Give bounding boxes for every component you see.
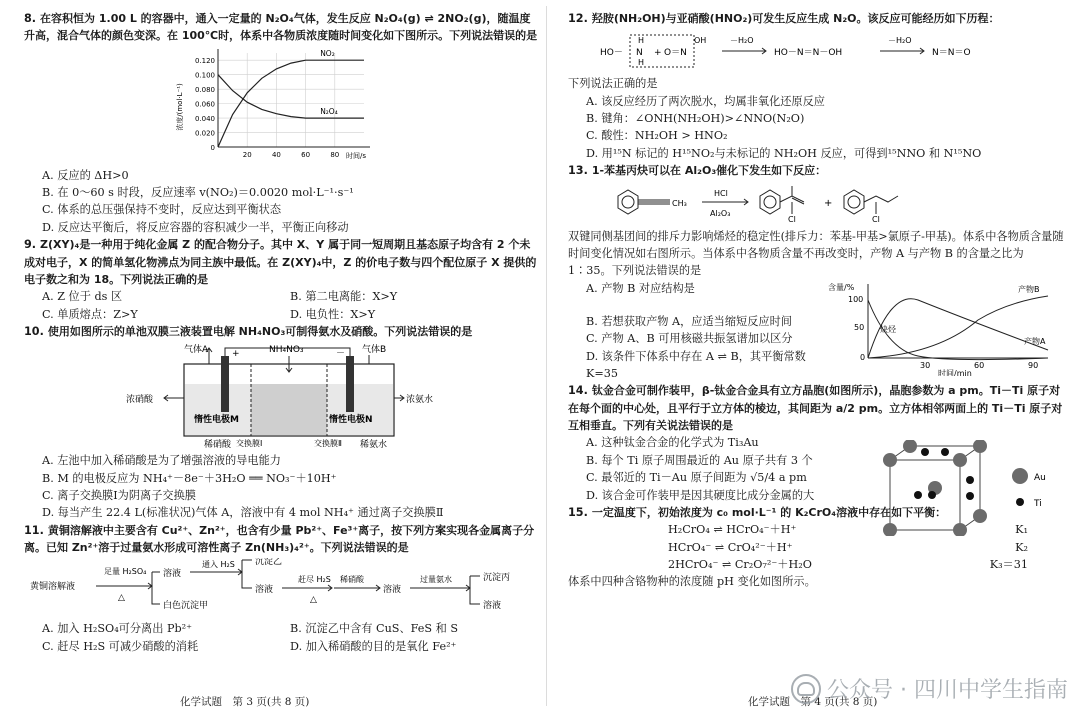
option-c: C. 离子交换膜Ⅰ为阴离子交换膜 [42, 489, 196, 503]
q13-reaction-scheme [608, 182, 1028, 226]
x-axis-label: 时间/s [346, 151, 367, 160]
product-b-ring-icon [844, 190, 864, 214]
aromatic-circle-icon [622, 196, 634, 208]
question-stem: 羟胺(NH₂OH)与亚硝酸(HNO₂)可发生反应生成 N₂O。该反应可能经历如下历程： [591, 12, 1000, 25]
y-tick-label: 0.120 [194, 56, 215, 65]
option-a: A. 产物 B 对应结构是 [586, 281, 695, 295]
question-number: 11. [24, 523, 44, 537]
left-outlet-arrow [164, 395, 184, 401]
option-b: B. 若想获取产物 A，应适当缩短反应时间 [586, 314, 792, 328]
label-a: 产物A [1024, 336, 1046, 346]
flow-arrow-5 [410, 585, 470, 591]
left-inlet-label: 稀硝酸 [204, 440, 232, 451]
flow-nh3: 过量氨水 [420, 575, 452, 585]
mech-ho: HO－ [600, 48, 623, 59]
electrode-n-label: 惰性电极N [329, 415, 373, 426]
series-label: N₂O₄ [320, 106, 338, 116]
gas-b-label: 气体B [362, 345, 387, 356]
mech-plus: + [654, 48, 662, 59]
mech-h2: H [638, 58, 645, 68]
x-axis-label: 时间/min [938, 368, 972, 376]
question-10 [24, 323, 538, 522]
q8-concentration-chart [174, 47, 374, 165]
flow-sol-1: 溶液 [163, 569, 182, 580]
ti-atom [966, 476, 974, 484]
option-a: A. 左池中加入稀硝酸是为了增强溶液的导电能力 [42, 454, 281, 468]
y-axis-label: 浓度/(mol·L⁻¹) [176, 82, 184, 131]
ti-atom [921, 448, 929, 456]
page-footer-right: 化学试题 第 4 页(共 8 页) [748, 695, 878, 708]
option-d: D. 用¹⁵N 标记的 H¹⁵NO₂与未标记的 NH₂OH 反应，可得到¹⁵NNO 和 N¹⁵NO [586, 146, 982, 160]
question-number: 10. [24, 324, 44, 338]
option-c: C. 单质熔点：Z>Y [42, 307, 138, 321]
product-a-ring-icon [760, 190, 780, 214]
electrode-m [221, 356, 229, 412]
flow-start: 黄铜溶解液 [30, 582, 76, 593]
benzene-ring-icon [618, 190, 638, 214]
y-tick-100: 100 [848, 294, 864, 304]
flow-h2s: 通入 H₂S [202, 560, 235, 570]
option-b: B. 第二电离能：X>Y [290, 290, 398, 304]
plus-sign: + [232, 349, 240, 360]
left-outlet-label: 浓硝酸 [126, 395, 154, 406]
legend-au-icon [1012, 468, 1028, 484]
q13-body [568, 228, 1066, 383]
question-stem: 钛金合金可制作装甲，β-钛金合金具有立方晶胞(如图所示)，晶胞参数为 a pm。Ti－Ti 原子对在每个面的中心处，且平行于立方体的棱边，其间距为 a/2 pm。立方体相邻两面上的 Ti－Ti 原子对互相垂直。下列有关说法错误的是 [568, 384, 1063, 433]
question-number: 8. [24, 12, 37, 25]
right-outlet-label: 浓氨水 [406, 395, 434, 406]
x-tick-60: 60 [974, 360, 985, 370]
au-atom [973, 509, 987, 523]
y-tick-label: 0.100 [194, 71, 215, 80]
gas-a-arrow [206, 348, 212, 364]
flow-arrow-1 [96, 583, 152, 589]
question-tail: 体系中四种含铬物种的浓度随 pH 变化如图所示。 [568, 575, 816, 589]
mech-end: N＝N＝O [932, 48, 971, 59]
equilibrium-2-k: K₂ [1015, 540, 1028, 554]
question-stem: 在容积恒为 1.00 L 的容器中，通入一定量的 N₂O₄气体，发生反应 N₂O₄(g) ⇌ 2NO₂(g)，随温度升高，混合气体的颜色变深。在 100℃时，体系中各物质浓度随时间变化如下图所示。下列说法错误的是 [24, 12, 538, 43]
flow-delta: △ [118, 593, 125, 604]
reaction-mechanism [598, 29, 1038, 73]
option-a: A. 加入 H₂SO₄可分离出 Pb²⁺ [42, 622, 193, 636]
option-a: A. Z 位于 ds 区 [42, 290, 123, 304]
label-b: 产物B [1018, 284, 1040, 294]
ti-atom [966, 492, 974, 500]
x-tick-30: 30 [920, 360, 931, 370]
product-b-aromatic-icon [848, 196, 860, 208]
question-stem: Z(XY)₄是一种用于纯化金属 Z 的配合物分子。其中 X、Y 属于同一短周期且基态原子均含有 2 个未成对电子，X 的简单氢化物沸点为同主族中最低。在 Z(XY)₄中，Z 的价电子数与四个配位原子 X 提供的电子数之和为 18。下列说法正确的是 [24, 238, 537, 286]
legend-au: Au [1034, 473, 1046, 484]
flow-sol-4: 溶液 [483, 601, 502, 612]
option-a: A. 反应的 ΔH>0 [42, 168, 129, 182]
mech-h1: H [638, 36, 645, 46]
electrolysis-cell-figure [124, 342, 454, 450]
equilibrium-1: H₂CrO₄ ⇌ HCrO₄⁻＋H⁺ [668, 523, 797, 537]
right-outlet-arrow [394, 395, 404, 401]
question-11 [24, 522, 538, 655]
flow-delta-2: △ [310, 595, 317, 606]
mech-arrow-2-label: －H₂O [888, 36, 912, 46]
flow-arrow-3 [282, 585, 332, 591]
minus-sign: － [336, 349, 346, 360]
flow-ppt-yi: 沉淀乙 [255, 558, 283, 568]
flow-ppt-bing: 沉淀丙 [483, 573, 511, 584]
right-inlet-label: 稀氨水 [360, 440, 388, 451]
question-number: 15. [568, 505, 588, 519]
option-d: D. 加入稀硝酸的目的是氧化 Fe²⁺ [290, 639, 457, 653]
series-label: NO₂ [320, 48, 335, 58]
question-stem: 1-苯基丙炔可以在 Al₂O₃催化下发生如下反应： [591, 164, 827, 178]
flow-branch-3 [470, 576, 480, 604]
electrolysis-cell-diagram [124, 342, 454, 450]
mech-arrow-1-label: －H₂O [730, 36, 754, 46]
q8-chart-figure [174, 47, 374, 165]
question-stem: 一定温度下，初始浓度为 c₀ mol·L⁻¹ 的 K₂CrO₄溶液中存在如下平衡： [591, 505, 947, 519]
equilibrium-1-k: K₁ [1015, 523, 1028, 537]
crystal-cell-diagram [870, 440, 1070, 536]
question-sub: 下列说法正确的是 [568, 77, 658, 91]
equilibrium-3: 2HCrO₄⁻ ⇌ Cr₂O₇²⁻＋H₂O [668, 557, 812, 571]
mech-arrow-2 [880, 48, 924, 54]
option-c: C. 赶尽 H₂S 可减少硝酸的消耗 [42, 639, 199, 653]
electrode-n [346, 356, 354, 412]
question-number: 9. [24, 238, 37, 252]
option-c: C. 最邻近的 Ti－Au 原子间距为 √5/4 a pm [586, 471, 807, 485]
flow-hno3: 稀硝酸 [340, 575, 364, 585]
option-a: A. 该反应经历了两次脱水，均属非氧化还原反应 [586, 94, 825, 108]
y-tick-label: 0.040 [194, 114, 215, 123]
flow-branch-1 [152, 572, 160, 604]
mech-oh: OH [694, 36, 707, 46]
x-tick-label: 80 [330, 150, 340, 159]
y-tick-label: 0.060 [194, 100, 215, 109]
y-tick-0: 0 [860, 352, 866, 362]
option-a: A. 这种钛金合金的化学式为 Ti₃Au [586, 436, 759, 450]
watermark [791, 673, 1068, 704]
au-atom [953, 453, 967, 467]
x-tick-label: 60 [301, 150, 311, 159]
question-12 [568, 10, 1066, 162]
question-stem: 黄铜溶解液中主要含有 Cu²⁺、Zn²⁺，也含有少量 Pb²⁺、Fe³⁺离子，按下列方案实现各金属离子分离。已知 Zn²⁺溶于过量氨水形成可溶性离子 Zn(NH₃)₄²⁺。下列说法错误的是 [24, 523, 535, 555]
ti-atom [941, 448, 949, 456]
au-atom [903, 440, 917, 453]
legend-ti-icon [1016, 498, 1024, 506]
option-d: D. 每当产生 22.4 L(标准状况)气体 A，溶液中有 4 mol NH₄⁺ 通过离子交换膜Ⅱ [42, 506, 444, 520]
flow-arrow-2 [190, 569, 242, 575]
flow-arrow-4 [334, 585, 380, 591]
option-b: B. M 的电极反应为 NH₄⁺－8e⁻＋3H₂O ══ NO₃⁻＋10H⁺ [42, 471, 337, 485]
y-tick-label: 0 [210, 143, 215, 152]
option-d: D. 该合金可作装甲是因其硬度比成分金属的大 [586, 488, 815, 502]
mech-o: O＝N [664, 48, 687, 59]
gas-a-label: 气体A [184, 345, 209, 356]
electrode-m-label: 惰性电极M [194, 415, 239, 426]
x-tick-label: 40 [271, 150, 281, 159]
question-8 [24, 10, 538, 236]
ch3-label: CH₃ [672, 198, 687, 208]
flow-branch-2 [242, 560, 252, 588]
option-b: B. 键角：∠ONH(NH₂OH)>∠NNO(N₂O) [586, 112, 805, 126]
au-atom [883, 453, 897, 467]
membrane-1-label: 交换膜Ⅰ [236, 439, 263, 449]
question-14 [568, 382, 1066, 510]
separation-flowchart [30, 558, 530, 618]
flow-ppt-jia: 白色沉淀甲 [163, 601, 209, 612]
y-tick-50: 50 [854, 322, 865, 332]
question-9 [24, 236, 538, 323]
question-number: 13. [568, 164, 588, 178]
reaction-arrow [702, 199, 748, 205]
hcl-label: HCl [714, 188, 728, 198]
nh4no3-label: NH₄NO₃ [269, 345, 304, 356]
option-c: C. 体系的总压强保持不变时，反应达到平衡状态 [42, 203, 282, 217]
label-alkyne: 炔烃 [880, 324, 896, 334]
plus-label: + [824, 197, 833, 209]
y-axis-label: 含量/% [828, 282, 855, 292]
option-d: D. 该条件下体系中存在 A ⇌ B，其平衡常数 K=35 [586, 349, 806, 381]
product-b-cl: Cl [872, 214, 880, 224]
cat-label: Al₂O₃ [710, 208, 731, 218]
wechat-logo-icon [791, 674, 821, 704]
au-atom [883, 523, 897, 536]
x-tick-label: 20 [242, 150, 252, 159]
equilibrium-3-k: K₃＝31 [989, 557, 1028, 571]
ti-atom [928, 491, 936, 499]
y-tick-label: 0.020 [194, 129, 215, 138]
question-number: 12. [568, 12, 588, 25]
flow-gan: 赶尽 H₂S [298, 575, 331, 585]
product-a-cl: Cl [788, 214, 796, 224]
product-a-chain [780, 186, 804, 204]
page-right [548, 0, 1080, 714]
q13-content-chart [828, 280, 1058, 376]
membrane-2-label: 交换膜Ⅱ [314, 439, 342, 449]
flow-reagent-1: 足量 H₂SO₄ [104, 567, 147, 577]
question-number: 14. [568, 384, 588, 398]
q13-reaction-figure [608, 182, 1028, 226]
page-footer-left: 化学试题 第 3 页(共 8 页) [180, 695, 310, 708]
triple-bond [638, 200, 670, 204]
equilibrium-2: HCrO₄⁻ ⇌ CrO₄²⁻＋H⁺ [668, 540, 793, 554]
series-line-n2o4 [218, 74, 364, 117]
option-b: B. 沉淀乙中含有 CuS、FeS 和 S [290, 622, 459, 636]
option-b: B. 在 0～60 s 时段，反应速率 v(NO₂)＝0.0020 mol·L⁻¹·s⁻¹ [42, 186, 354, 200]
question-stem: 使用如图所示的单池双膜三液装置电解 NH₄NO₃可制得氨水及硝酸。下列说法错误的是 [47, 324, 473, 338]
product-b-chain [864, 196, 898, 202]
q13-chart-figure [828, 280, 1058, 376]
q13-description: 双键同侧基团间的排斥力影响烯烃的稳定性(排斥力：苯基-甲基>氯原子-甲基)。体系中各物质含量随时间变化情况如右图所示。当体系中各物质含量不再改变时，产物 A 与产物 B 的含量之比为 1∶35。下列说法错误的是 [568, 229, 1064, 278]
option-d: D. 反应达平衡后，将反应容器的容积减少一半，平衡正向移动 [42, 220, 349, 234]
middle-chamber [251, 384, 327, 435]
ti-atom [914, 491, 922, 499]
mechanism-figure [598, 29, 1038, 73]
mech-arrow-1 [722, 48, 766, 54]
au-atom [953, 523, 967, 536]
question-13 [568, 162, 1066, 382]
option-b: B. 每个 Ti 原子周围最近的 Au 原子共有 3 个 [586, 453, 813, 467]
y-tick-label: 0.080 [194, 85, 215, 94]
mech-mid: HO－N＝N－OH [774, 48, 843, 59]
legend-ti: Ti [1034, 499, 1042, 510]
option-c: C. 酸性：NH₂OH > HNO₂ [586, 129, 728, 143]
au-atom [973, 440, 987, 453]
flow-sol-2: 溶液 [255, 585, 274, 596]
mech-n: N [636, 48, 643, 59]
option-d: D. 电负性：X>Y [290, 307, 376, 321]
x-tick-90: 90 [1028, 360, 1039, 370]
separation-flowchart-figure [30, 558, 530, 618]
product-a-aromatic-icon [764, 196, 776, 208]
flow-sol-3: 溶液 [383, 585, 402, 596]
option-c: C. 产物 A、B 可用核磁共振氢谱加以区分 [586, 332, 793, 346]
watermark-text: 公众号 · 四川中学生指南 [827, 678, 1068, 703]
crystal-cell-figure [870, 440, 1070, 536]
